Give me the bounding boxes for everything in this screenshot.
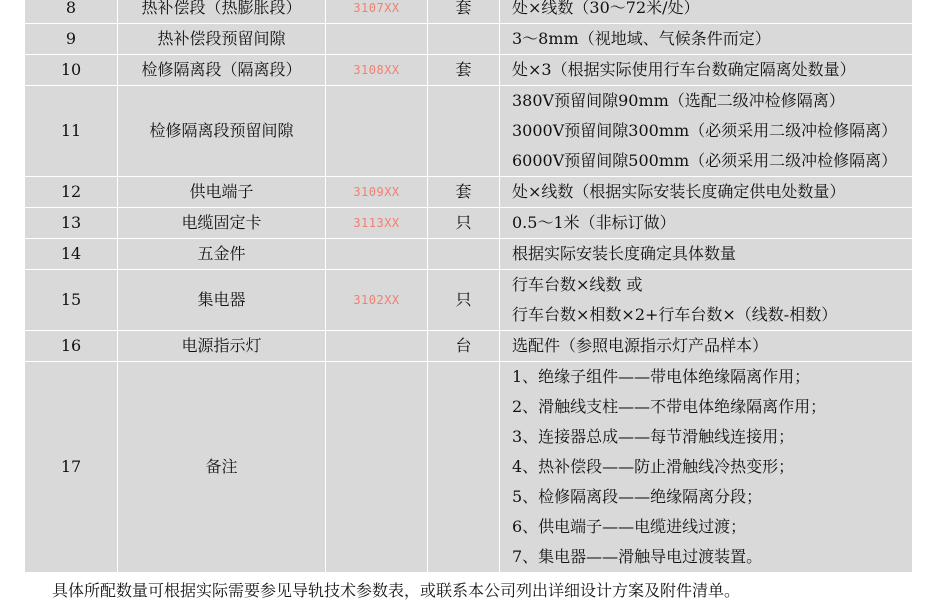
item-name-cell: 电源指示灯 xyxy=(118,331,326,362)
item-name-cell: 电缆固定卡 xyxy=(118,208,326,239)
description-line: 2、滑触线支柱——不带电体绝缘隔离作用； xyxy=(512,397,827,416)
part-code-cell xyxy=(326,24,428,55)
part-code-cell xyxy=(326,331,428,362)
item-name-cell: 集电器 xyxy=(118,270,326,331)
description-cell xyxy=(500,362,913,573)
spec-table xyxy=(24,0,913,573)
table-row xyxy=(25,0,913,24)
table-row xyxy=(25,177,913,208)
description-cell xyxy=(500,55,913,86)
description-line: 处×线数（30～72米/处） xyxy=(512,0,700,17)
description-line: 5、检修隔离段——绝缘隔离分段； xyxy=(512,487,763,506)
row-number-cell: 15 xyxy=(25,270,118,331)
description-line: 380V预留间隙90mm（选配二级冲检修隔离） xyxy=(512,91,845,110)
spec-table-wrapper xyxy=(24,0,912,573)
part-code-cell xyxy=(326,239,428,270)
unit-cell: 套 xyxy=(428,0,500,24)
item-name-cell: 热补偿段（热膨胀段） xyxy=(118,0,326,24)
description-cell xyxy=(500,177,913,208)
row-number-cell: 11 xyxy=(25,86,118,177)
description-cell xyxy=(500,331,913,362)
description-cell xyxy=(500,86,913,177)
part-code-cell: 3108XX xyxy=(326,55,428,86)
description-cell xyxy=(500,0,913,24)
description-line: 处×线数（根据实际安装长度确定供电处数量） xyxy=(512,182,846,201)
description-line: 行车台数×线数 或 xyxy=(512,275,643,294)
unit-cell: 套 xyxy=(428,177,500,208)
row-number-cell: 17 xyxy=(25,362,118,573)
unit-cell: 台 xyxy=(428,331,500,362)
part-code-cell: 3102XX xyxy=(326,270,428,331)
row-number-cell: 12 xyxy=(25,177,118,208)
unit-cell: 套 xyxy=(428,55,500,86)
description-line: 处×3（根据实际使用行车台数确定隔离处数量） xyxy=(512,60,856,79)
unit-cell xyxy=(428,86,500,177)
table-row xyxy=(25,239,913,270)
description-line: 选配件（参照电源指示灯产品样本） xyxy=(512,336,769,355)
part-code-cell: 3107XX xyxy=(326,0,428,24)
item-name-cell: 热补偿段预留间隙 xyxy=(118,24,326,55)
row-number-cell: 9 xyxy=(25,24,118,55)
unit-cell: 只 xyxy=(428,208,500,239)
description-line: 行车台数×相数×2+行车台数×（线数-相数） xyxy=(512,305,838,324)
description-line: 0.5～1米（非标订做） xyxy=(512,213,676,232)
table-row xyxy=(25,24,913,55)
item-name-cell: 备注 xyxy=(118,362,326,573)
description-line: 1、绝缘子组件——带电体绝缘隔离作用； xyxy=(512,367,811,386)
description-line: 4、热补偿段——防止滑触线冷热变形； xyxy=(512,457,795,476)
unit-cell xyxy=(428,239,500,270)
unit-cell: 只 xyxy=(428,270,500,331)
row-number-cell: 8 xyxy=(25,0,118,24)
description-line: 6000V预留间隙500mm（必须采用二级冲检修隔离） xyxy=(512,151,898,170)
table-row xyxy=(25,331,913,362)
description-line: 3～8mm（视地域、气候条件而定） xyxy=(512,29,771,48)
table-row xyxy=(25,86,913,177)
part-code-cell xyxy=(326,86,428,177)
part-code-cell: 3109XX xyxy=(326,177,428,208)
description-line: 7、集电器——滑触导电过渡装置。 xyxy=(512,547,763,566)
part-code-cell xyxy=(326,362,428,573)
footnote: 具体所配数量可根据实际需要参见导轨技术参数表，或联系本公司列出详细设计方案及附件清单。 xyxy=(52,581,741,600)
description-line: 3、连接器总成——每节滑触线连接用； xyxy=(512,427,795,446)
item-name-cell: 检修隔离段预留间隙 xyxy=(118,86,326,177)
unit-cell xyxy=(428,362,500,573)
description-line: 6、供电端子——电缆进线过渡； xyxy=(512,517,747,536)
description-cell xyxy=(500,208,913,239)
part-code-cell: 3113XX xyxy=(326,208,428,239)
table-row xyxy=(25,55,913,86)
description-cell xyxy=(500,24,913,55)
unit-cell xyxy=(428,24,500,55)
row-number-cell: 14 xyxy=(25,239,118,270)
description-cell xyxy=(500,270,913,331)
item-name-cell: 五金件 xyxy=(118,239,326,270)
description-line: 根据实际安装长度确定具体数量 xyxy=(512,244,737,263)
row-number-cell: 16 xyxy=(25,331,118,362)
row-number-cell: 13 xyxy=(25,208,118,239)
table-row xyxy=(25,208,913,239)
row-number-cell: 10 xyxy=(25,55,118,86)
item-name-cell: 检修隔离段（隔离段） xyxy=(118,55,326,86)
table-row xyxy=(25,362,913,573)
description-cell xyxy=(500,239,913,270)
spec-table-body xyxy=(25,0,913,573)
item-name-cell: 供电端子 xyxy=(118,177,326,208)
table-row xyxy=(25,270,913,331)
description-line: 3000V预留间隙300mm（必须采用二级冲检修隔离） xyxy=(512,121,898,140)
